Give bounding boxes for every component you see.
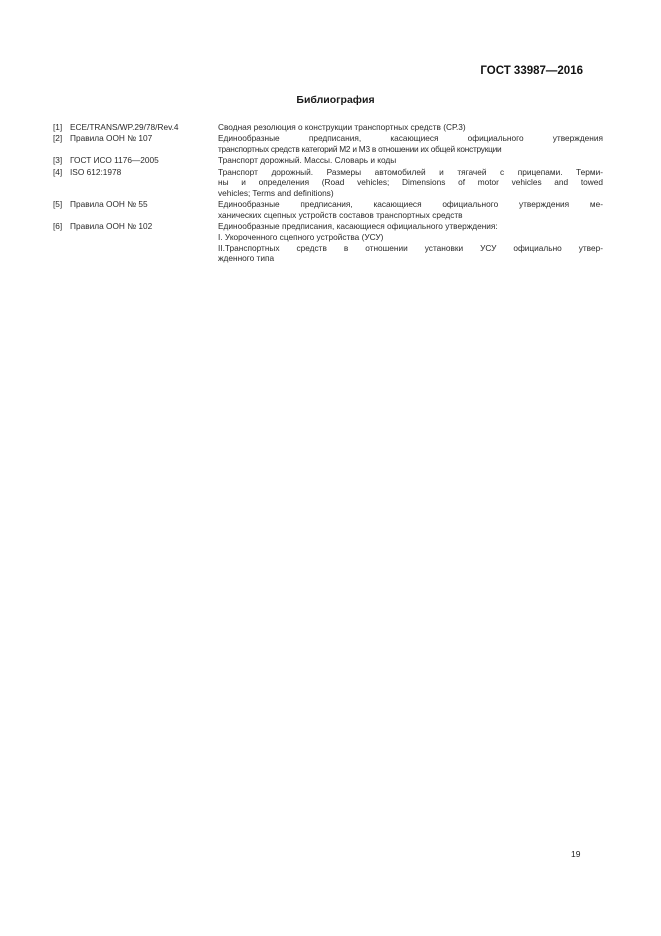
reference-title [218,133,603,154]
entry-number: [1] [53,122,63,132]
title-line: Единообразные предписания, касающиеся официального утверждения [218,133,603,144]
reference-title [218,167,603,199]
entry-number: [3] [53,155,63,166]
bibliography-list [53,122,603,265]
reference-code: ГОСТ ИСО 1176—2005 [70,155,159,166]
reference-id [53,155,218,166]
entry-number: [6] [53,221,63,232]
bibliography-entry [53,221,603,263]
title-line: Транспорт дорожный. Размеры автомобилей и тягачей с прицепами. Терми- [218,166,603,177]
reference-title [218,221,603,263]
standard-designation: ГОСТ 33987—2016 [480,65,583,77]
reference-code: Правила ООН № 107 [70,133,153,144]
title-line: Единообразные предписания, касающиеся официального утверждения: [218,221,498,232]
bibliography-entry [53,133,603,154]
bibliography-entry [53,199,603,220]
reference-code: ECE/TRANS/WP.29/78/Rev.4 [70,122,179,132]
title-line: Единообразные предписания, касающиеся официального утверждения ме- [218,199,603,210]
reference-code: ISO 612:1978 [70,166,122,177]
title-line: ны и определения (Road vehicles; Dimensions of motor vehicles and towed [218,177,603,188]
reference-title [218,155,603,166]
title-line: II.Транспортных средств в отношении установки УСУ официально утвер- [218,242,603,253]
reference-id [53,133,218,154]
entry-number: [2] [53,133,63,144]
title-line: транспортных средств категорий М2 и М3 в отношении их общей конструкции [218,143,502,154]
bibliography-entry [53,122,603,133]
section-title: Библиография [296,94,375,106]
title-line: ханических сцепных устройств составов транспортных средств [218,209,463,220]
page-number: 19 [571,849,581,859]
title-line: Транспорт дорожный. Массы. Словарь и коды [218,155,397,166]
reference-id [53,199,218,220]
title-line: vehicles; Terms and definitions) [218,187,334,198]
reference-title [218,122,603,133]
title-line: I. Укороченного сцепного устройства (УСУ) [218,231,384,242]
title-line: Сводная резолюция о конструкции транспортных средств (СР.3) [218,122,466,132]
title-line: жденного типа [218,253,275,264]
reference-code: Правила ООН № 55 [70,199,148,210]
bibliography-entry [53,167,603,199]
reference-id [53,122,218,133]
reference-id [53,167,218,199]
reference-code: Правила ООН № 102 [70,221,153,232]
bibliography-entry [53,155,603,166]
reference-title [218,199,603,220]
entry-number: [4] [53,166,63,177]
entry-number: [5] [53,199,63,210]
reference-id [53,221,218,263]
